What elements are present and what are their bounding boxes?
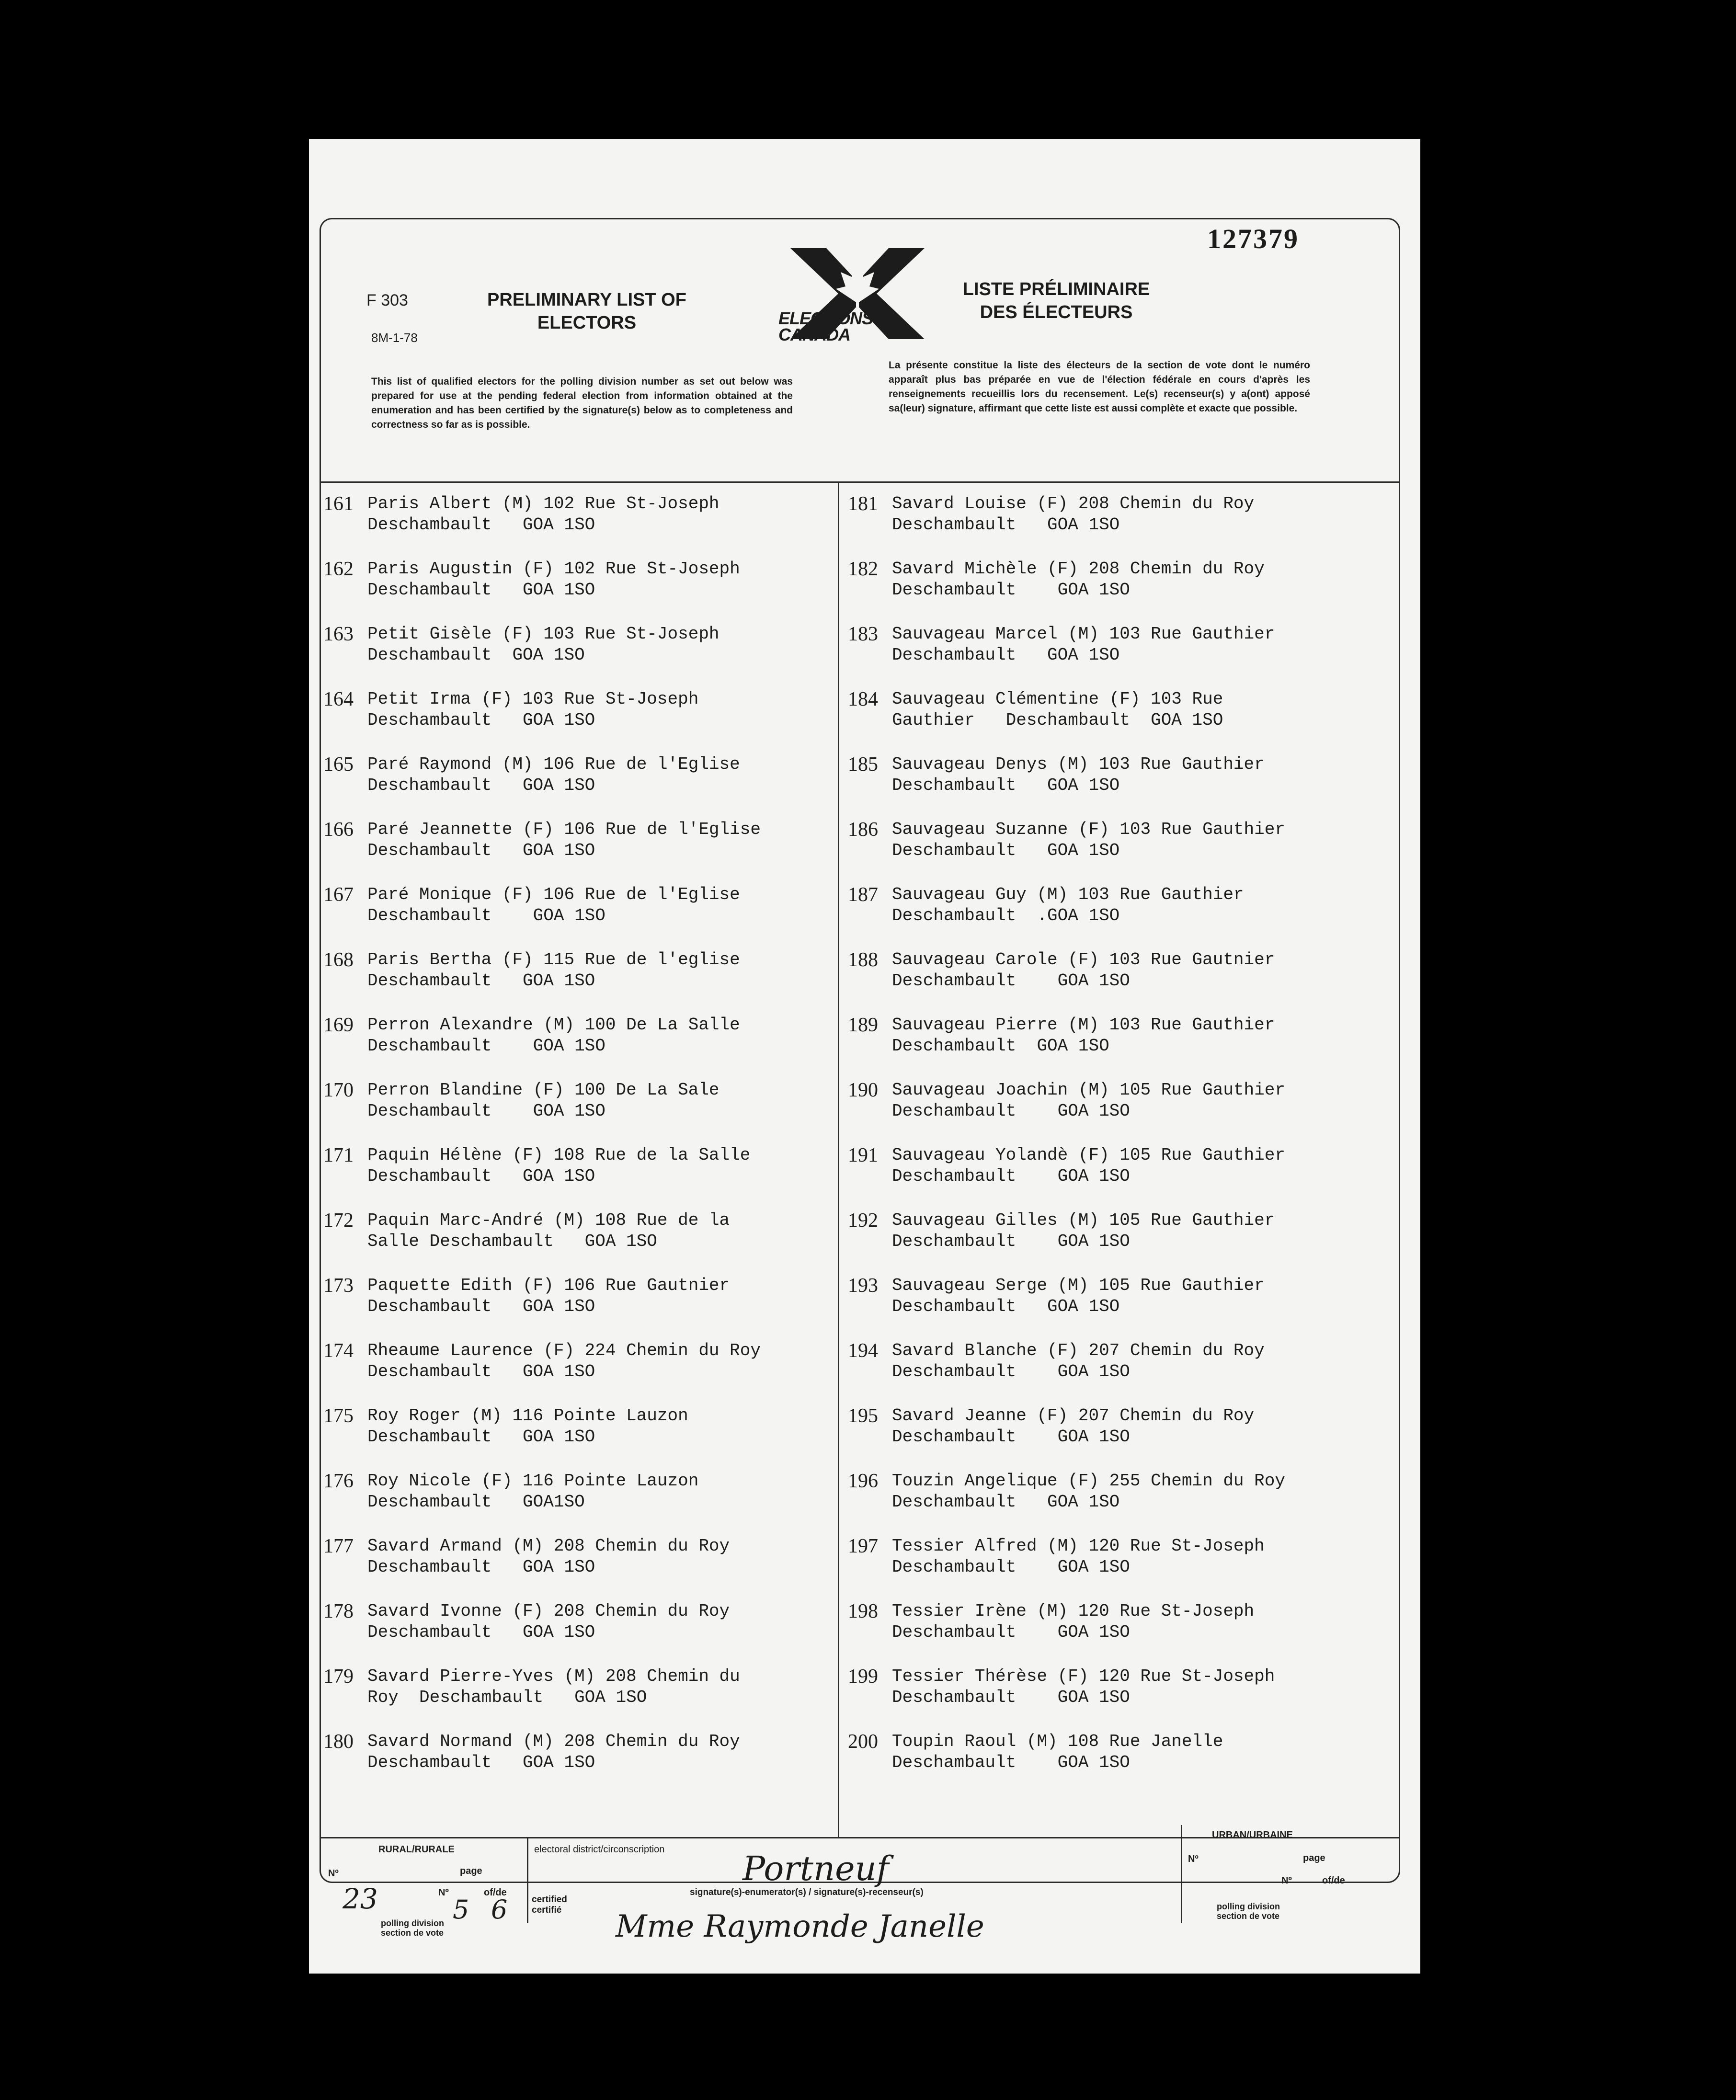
elector-name-address: Sauvageau Carole (F) 103 Rue Gautnier xyxy=(892,950,1275,970)
elector-number: 184 xyxy=(848,688,878,710)
elector-number: 167 xyxy=(323,884,354,906)
elector-name-address: Touzin Angelique (F) 255 Chemin du Roy xyxy=(892,1471,1285,1491)
elector-name-address: Paquette Edith (F) 106 Rue Gautnier xyxy=(367,1276,730,1295)
elector-number: 194 xyxy=(848,1340,878,1362)
urban-polling-division-label: polling division section de vote xyxy=(1217,1902,1280,1921)
elector-locality: Deschambault GOA 1SO xyxy=(367,515,595,535)
elector-locality: Deschambault GOA 1SO xyxy=(892,1557,1130,1577)
elector-locality: Deschambault GOA 1SO xyxy=(367,906,605,925)
elector-number: 193 xyxy=(848,1275,878,1297)
elector-number: 189 xyxy=(848,1014,878,1036)
elector-number: 198 xyxy=(848,1600,878,1622)
electoral-district-value: Portneuf xyxy=(742,1849,889,1888)
elector-locality: Gauthier Deschambault GOA 1SO xyxy=(892,710,1223,730)
elector-locality: Deschambault GOA 1SO xyxy=(367,776,595,795)
elector-name-address: Savard Ivonne (F) 208 Chemin du Roy xyxy=(367,1601,730,1621)
rural-page-no-label: Nº xyxy=(438,1887,449,1898)
elector-name-address: Sauvageau Suzanne (F) 103 Rue Gauthier xyxy=(892,820,1285,839)
elector-locality: Deschambault GOA 1SO xyxy=(367,710,595,730)
elector-locality: Roy Deschambault GOA 1SO xyxy=(367,1688,647,1707)
elector-number: 165 xyxy=(323,753,354,776)
elector-name-address: Sauvageau Denys (M) 103 Rue Gauthier xyxy=(892,754,1265,774)
elector-number: 175 xyxy=(323,1405,354,1427)
elector-number: 164 xyxy=(323,688,354,710)
elector-number: 174 xyxy=(323,1340,354,1362)
urban-page-no-label: Nº xyxy=(1281,1875,1292,1886)
elector-number: 181 xyxy=(848,493,878,515)
elector-locality: Deschambault GOA 1SO xyxy=(892,515,1120,535)
title-en: PRELIMINARY LIST OF ELECTORS xyxy=(487,290,686,333)
elector-number: 179 xyxy=(323,1666,354,1688)
elector-locality: Deschambault GOA 1SO xyxy=(367,1557,595,1577)
elector-name-address: Savard Armand (M) 208 Chemin du Roy xyxy=(367,1536,730,1556)
elector-name-address: Petit Gisèle (F) 103 Rue St-Joseph xyxy=(367,624,720,644)
form-date: 8M-1-78 xyxy=(371,331,418,345)
elector-number: 188 xyxy=(848,949,878,971)
elector-locality: Deschambault GOA 1SO xyxy=(892,580,1130,600)
elector-locality: Deschambault GOA 1SO xyxy=(892,1232,1130,1251)
rural-of-value: 6 xyxy=(491,1895,508,1925)
elector-locality: Deschambault GOA 1SO xyxy=(892,1101,1130,1121)
elector-number: 161 xyxy=(323,493,354,515)
certified-label: certified certifié xyxy=(532,1895,567,1915)
elector-number: 190 xyxy=(848,1079,878,1101)
electoral-district-label: electoral district/circonscription xyxy=(534,1844,665,1855)
elector-locality: Deschambault GOA 1SO xyxy=(892,1492,1120,1512)
elector-name-address: Savard Louise (F) 208 Chemin du Roy xyxy=(892,494,1255,514)
elector-locality: Deschambault GOA 1SO xyxy=(892,1427,1130,1447)
elector-locality: Deschambault GOA 1SO xyxy=(892,1036,1109,1056)
elector-number: 166 xyxy=(323,819,354,841)
elector-name-address: Sauvageau Yolandè (F) 105 Rue Gauthier xyxy=(892,1145,1285,1165)
elector-locality: Deschambault .GOA 1SO xyxy=(892,906,1120,925)
elector-name-address: Perron Alexandre (M) 100 De La Salle xyxy=(367,1015,740,1035)
elector-name-address: Sauvageau Gilles (M) 105 Rue Gauthier xyxy=(892,1210,1275,1230)
rural-page-value: 5 xyxy=(453,1895,469,1925)
elector-number: 171 xyxy=(323,1144,354,1166)
elector-name-address: Sauvageau Clémentine (F) 103 Rue xyxy=(892,689,1223,709)
elector-locality: Deschambault GOA 1SO xyxy=(367,1362,595,1381)
elector-number: 195 xyxy=(848,1405,878,1427)
title-fr: LISTE PRÉLIMINAIRE DES ÉLECTEURS xyxy=(962,279,1150,322)
elections-canada-logo-text: ELECTIONS CANADA xyxy=(778,308,873,344)
elector-number: 172 xyxy=(323,1210,354,1232)
elector-locality: Deschambault GOA1SO xyxy=(367,1492,585,1512)
elector-locality: Deschambault GOA 1SO xyxy=(367,1036,605,1056)
urban-page-label: page xyxy=(1303,1853,1325,1863)
elector-name-address: Rheaume Laurence (F) 224 Chemin du Roy xyxy=(367,1341,761,1360)
elector-number: 183 xyxy=(848,623,878,645)
elector-name-address: Savard Blanche (F) 207 Chemin du Roy xyxy=(892,1341,1265,1360)
elector-locality: Deschambault GOA 1SO xyxy=(367,1622,595,1642)
serial-number: 127379 xyxy=(1207,223,1299,254)
elector-number: 191 xyxy=(848,1144,878,1166)
elector-number: 185 xyxy=(848,753,878,776)
elector-name-address: Savard Jeanne (F) 207 Chemin du Roy xyxy=(892,1406,1255,1426)
elector-locality: Deschambault GOA 1SO xyxy=(892,1297,1120,1316)
elector-locality: Deschambault GOA 1SO xyxy=(892,645,1120,665)
elector-locality: Deschambault GOA 1SO xyxy=(367,645,585,665)
enumerator-signature: Mme Raymonde Janelle xyxy=(616,1909,984,1944)
elector-name-address: Sauvageau Joachin (M) 105 Rue Gauthier xyxy=(892,1080,1285,1100)
rural-page-label: page xyxy=(460,1866,482,1876)
elector-name-address: Roy Roger (M) 116 Pointe Lauzon xyxy=(367,1406,688,1426)
form-sheet xyxy=(309,139,1420,1974)
elector-name-address: Paris Bertha (F) 115 Rue de l'eglise xyxy=(367,950,740,970)
urban-label: URBAN/URBAINE xyxy=(1212,1830,1293,1840)
urban-of-label: of/de xyxy=(1322,1875,1345,1886)
elector-locality: Deschambault GOA 1SO xyxy=(367,1427,595,1447)
elector-name-address: Roy Nicole (F) 116 Pointe Lauzon xyxy=(367,1471,699,1491)
elector-name-address: Paré Jeannette (F) 106 Rue de l'Eglise xyxy=(367,820,761,839)
footer-divider-left xyxy=(527,1837,528,1923)
elector-name-address: Savard Pierre-Yves (M) 208 Chemin du xyxy=(367,1666,740,1686)
elector-name-address: Tessier Irène (M) 120 Rue St-Joseph xyxy=(892,1601,1255,1621)
elector-locality: Deschambault GOA 1SO xyxy=(367,1753,595,1772)
urban-no-label: Nº xyxy=(1188,1854,1199,1864)
rural-label: RURAL/RURALE xyxy=(378,1844,455,1855)
elector-number: 196 xyxy=(848,1470,878,1492)
elector-locality: Deschambault GOA 1SO xyxy=(367,580,595,600)
elector-name-address: Toupin Raoul (M) 108 Rue Janelle xyxy=(892,1732,1223,1751)
elector-name-address: Savard Michèle (F) 208 Chemin du Roy xyxy=(892,559,1265,579)
elector-number: 186 xyxy=(848,819,878,841)
elector-name-address: Paquin Marc-André (M) 108 Rue de la xyxy=(367,1210,730,1230)
elector-number: 168 xyxy=(323,949,354,971)
elector-number: 200 xyxy=(848,1731,878,1753)
elector-number: 180 xyxy=(323,1731,354,1753)
elector-number: 187 xyxy=(848,884,878,906)
signature-label: signature(s)-enumerator(s) / signature(s)-recenseur(s) xyxy=(690,1887,924,1897)
elector-locality: Deschambault GOA 1SO xyxy=(892,841,1120,860)
elector-locality: Deschambault GOA 1SO xyxy=(367,841,595,860)
elector-locality: Deschambault GOA 1SO xyxy=(367,971,595,991)
elector-locality: Deschambault GOA 1SO xyxy=(892,1362,1130,1381)
elector-number: 173 xyxy=(323,1275,354,1297)
elector-locality: Deschambault GOA 1SO xyxy=(892,971,1130,991)
form-number: F 303 xyxy=(366,291,408,309)
elector-name-address: Sauvageau Serge (M) 105 Rue Gauthier xyxy=(892,1276,1265,1295)
elector-locality: Deschambault GOA 1SO xyxy=(892,776,1120,795)
elector-locality: Deschambault GOA 1SO xyxy=(892,1166,1130,1186)
intro-text-en: This list of qualified electors for the polling division number as set out below was prepared for use at the pending federal election from information obtained at the enumeration and has been certified by the signature(s) below as to completeness and correctness so far as is possible. xyxy=(371,376,793,430)
elector-name-address: Savard Normand (M) 208 Chemin du Roy xyxy=(367,1732,740,1751)
column-divider xyxy=(838,481,839,1837)
rural-no-value: 23 xyxy=(343,1883,378,1915)
elector-number: 178 xyxy=(323,1600,354,1622)
elector-name-address: Sauvageau Marcel (M) 103 Rue Gauthier xyxy=(892,624,1275,644)
elector-name-address: Paré Raymond (M) 106 Rue de l'Eglise xyxy=(367,754,740,774)
elector-name-address: Paquin Hélène (F) 108 Rue de la Salle xyxy=(367,1145,751,1165)
elector-locality: Deschambault GOA 1SO xyxy=(892,1688,1130,1707)
elector-locality: Deschambault GOA 1SO xyxy=(367,1297,595,1316)
rural-no-label: Nº xyxy=(328,1868,339,1879)
rural-polling-division-label: polling division section de vote xyxy=(381,1918,444,1938)
header-divider xyxy=(321,481,1399,483)
elector-number: 192 xyxy=(848,1210,878,1232)
elector-name-address: Tessier Thérèse (F) 120 Rue St-Joseph xyxy=(892,1666,1275,1686)
elector-locality: Deschambault GOA 1SO xyxy=(367,1166,595,1186)
elector-name-address: Perron Blandine (F) 100 De La Sale xyxy=(367,1080,720,1100)
elector-name-address: Paris Albert (M) 102 Rue St-Joseph xyxy=(367,494,720,514)
footer-divider-right xyxy=(1181,1825,1182,1923)
elector-locality: Deschambault GOA 1SO xyxy=(367,1101,605,1121)
elector-locality: Deschambault GOA 1SO xyxy=(892,1622,1130,1642)
elector-name-address: Sauvageau Guy (M) 103 Rue Gauthier xyxy=(892,885,1244,904)
elector-name-address: Paris Augustin (F) 102 Rue St-Joseph xyxy=(367,559,740,579)
elector-name-address: Paré Monique (F) 106 Rue de l'Eglise xyxy=(367,885,740,904)
elector-number: 182 xyxy=(848,558,878,580)
elector-number: 177 xyxy=(323,1535,354,1557)
elector-number: 170 xyxy=(323,1079,354,1101)
elector-name-address: Tessier Alfred (M) 120 Rue St-Joseph xyxy=(892,1536,1265,1556)
rural-of-label: of/de xyxy=(484,1887,507,1898)
elector-name-address: Sauvageau Pierre (M) 103 Rue Gauthier xyxy=(892,1015,1275,1035)
elector-number: 176 xyxy=(323,1470,354,1492)
elector-number: 197 xyxy=(848,1535,878,1557)
intro-text-fr: La présente constitue la liste des électeurs de la section de vote dont le numéro apparaît plus bas préparée en vue de l'élection fédérale en cours d'après les renseignements recueillis lors du recensement. Le(s) recenseur(s) y a(ont) apposé sa(leur) signature, affirmant que cette liste est aussi complète et exacte que possible. xyxy=(889,360,1310,414)
elector-number: 162 xyxy=(323,558,354,580)
elector-locality: Salle Deschambault GOA 1SO xyxy=(367,1232,657,1251)
elector-number: 163 xyxy=(323,623,354,645)
elector-number: 199 xyxy=(848,1666,878,1688)
elector-name-address: Petit Irma (F) 103 Rue St-Joseph xyxy=(367,689,699,709)
elector-number: 169 xyxy=(323,1014,354,1036)
elector-locality: Deschambault GOA 1SO xyxy=(892,1753,1130,1772)
